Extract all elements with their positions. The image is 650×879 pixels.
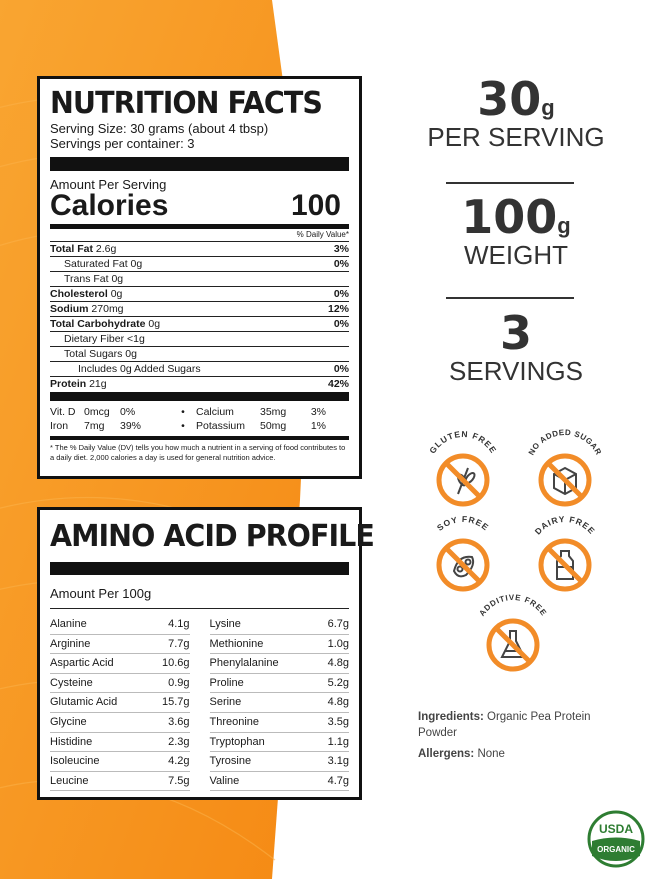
additive-free-badge bbox=[468, 585, 558, 675]
amino-value: 7.7g bbox=[168, 637, 190, 650]
amino-name: Proline bbox=[209, 676, 244, 689]
nutrient-label: Cholesterol bbox=[50, 288, 108, 300]
amino-row bbox=[210, 752, 350, 772]
nutrient-amount: 2.6g bbox=[95, 243, 117, 255]
serving-caption: PER SERVING bbox=[427, 122, 605, 152]
nutrition-facts-title: NUTRITION FACTS bbox=[50, 86, 322, 121]
nutrient-name bbox=[78, 362, 201, 376]
vitamin-label: Vit. D bbox=[50, 406, 76, 418]
nutrient-rows bbox=[50, 242, 349, 392]
amino-name: Phenylalanine bbox=[209, 657, 279, 670]
stat-servings bbox=[406, 306, 626, 387]
nutrient-amount: 0g bbox=[110, 288, 123, 300]
weight-number: 100 bbox=[461, 190, 558, 244]
amino-value: 3.6g bbox=[168, 715, 190, 728]
badge-label: DAIRY FREE bbox=[532, 513, 598, 537]
vitamin-amount: 0mcg bbox=[84, 406, 110, 418]
svg-text:NO ADDED SUGAR bbox=[527, 428, 603, 457]
badge-label: SOY FREE bbox=[434, 513, 492, 533]
amino-value: 0.9g bbox=[168, 676, 190, 689]
bullet-separator: • bbox=[181, 406, 185, 418]
stat-divider-2 bbox=[446, 297, 574, 299]
nutrient-name bbox=[64, 347, 137, 361]
amino-name: Serine bbox=[209, 696, 242, 709]
dairy-free-badge bbox=[520, 505, 610, 595]
amino-value: 2.3g bbox=[168, 735, 190, 748]
amino-value: 7.5g bbox=[168, 774, 190, 787]
amino-value: 15.7g bbox=[161, 696, 190, 709]
soy-free-badge bbox=[418, 505, 508, 595]
amino-column-left bbox=[50, 615, 190, 791]
nutrient-row bbox=[50, 362, 349, 377]
vitamin-dv: 39% bbox=[120, 420, 142, 432]
nutrient-row bbox=[50, 302, 349, 317]
vitamin-row bbox=[50, 419, 349, 433]
amino-row bbox=[210, 635, 350, 655]
amino-row bbox=[210, 654, 350, 674]
amino-value: 4.2g bbox=[168, 755, 190, 768]
nutrient-name bbox=[50, 377, 107, 392]
serving-number: 30 bbox=[477, 72, 542, 126]
nutrient-amount: 0g bbox=[148, 318, 161, 330]
nutrient-amount: 0g bbox=[125, 348, 137, 360]
calories-row bbox=[50, 189, 349, 222]
amino-row bbox=[50, 752, 190, 772]
nutrient-label: Total Carbohydrate bbox=[50, 318, 146, 330]
amino-column-right bbox=[210, 615, 350, 791]
svg-text:GLUTEN FREE bbox=[427, 429, 499, 456]
footnote: * The % Daily Value (DV) tells you how much a nutrient in a serving of food contributes to a daily diet. 2,000 calories a day is used for general nutrition advice. bbox=[50, 443, 346, 462]
nutrient-name bbox=[50, 317, 160, 331]
nutrient-name bbox=[64, 257, 142, 271]
nutrient-row bbox=[50, 287, 349, 302]
amino-value: 1.0g bbox=[327, 637, 349, 650]
amount-per-serving: Amount Per Serving bbox=[50, 177, 167, 192]
mineral-label: Potassium bbox=[196, 420, 246, 432]
amino-row bbox=[210, 615, 350, 635]
allergens-value: None bbox=[477, 748, 505, 760]
amino-acid-panel bbox=[37, 507, 374, 800]
servings-caption: SERVINGS bbox=[449, 356, 583, 386]
amino-row bbox=[50, 635, 190, 655]
bullet-separator: • bbox=[181, 420, 185, 432]
nutrient-dv: 42% bbox=[327, 378, 349, 390]
mineral-amount: 50mg bbox=[260, 420, 287, 432]
vitamin-rows bbox=[50, 405, 349, 433]
amino-value: 4.7g bbox=[327, 774, 349, 787]
weight-caption: WEIGHT bbox=[464, 240, 568, 270]
nutrient-dv: 0% bbox=[333, 288, 349, 300]
amino-name: Isoleucine bbox=[50, 755, 100, 768]
amino-value: 4.8g bbox=[327, 657, 349, 670]
amino-name: Tyrosine bbox=[209, 755, 252, 768]
mineral-amount: 35mg bbox=[260, 406, 287, 418]
badge-label: GLUTEN FREE bbox=[427, 428, 499, 456]
nutrient-dv: 3% bbox=[333, 243, 349, 255]
amino-row bbox=[210, 733, 350, 753]
thick-divider-2 bbox=[50, 392, 349, 401]
amino-name: Lysine bbox=[209, 618, 241, 630]
nutrient-row bbox=[50, 317, 349, 332]
nutrient-amount: 0g bbox=[130, 258, 143, 270]
vitamin-row bbox=[50, 405, 349, 419]
nutrient-label: Saturated Fat bbox=[64, 258, 128, 270]
amino-row bbox=[210, 772, 350, 792]
nutrient-label: Total Sugars bbox=[64, 348, 123, 360]
amino-row bbox=[50, 733, 190, 753]
ingredients-value: Organic Pea Protein Powder bbox=[418, 711, 591, 739]
nutrient-amount: 270mg bbox=[91, 303, 124, 315]
nutrient-label: Protein bbox=[50, 378, 87, 390]
svg-text:SOY FREE bbox=[435, 514, 491, 533]
amino-name: Glycine bbox=[50, 715, 87, 728]
nutrient-row bbox=[50, 377, 349, 392]
amino-name: Aspartic Acid bbox=[50, 657, 114, 670]
vitamin-dv: 0% bbox=[120, 406, 136, 418]
amino-thick-divider bbox=[50, 562, 349, 575]
calories-label: Calories bbox=[50, 189, 169, 222]
amino-value: 5.2g bbox=[327, 676, 349, 689]
amino-value: 4.8g bbox=[327, 696, 349, 709]
allergens-label: Allergens: bbox=[418, 748, 475, 760]
amino-row bbox=[210, 693, 350, 713]
ingredients-label: Ingredients: bbox=[418, 711, 484, 723]
svg-text:DAIRY FREE bbox=[533, 514, 598, 537]
amino-value: 3.5g bbox=[327, 715, 349, 728]
nutrient-row bbox=[50, 272, 349, 287]
svg-text:ADDITIVE FREE bbox=[477, 593, 548, 618]
nutrient-dv: 12% bbox=[327, 303, 349, 315]
mineral-label: Calcium bbox=[196, 406, 234, 418]
amino-name: Histidine bbox=[50, 735, 93, 748]
mineral-dv: 3% bbox=[310, 406, 326, 418]
nutrient-row bbox=[50, 332, 349, 347]
nutrient-label: Sodium bbox=[50, 303, 89, 315]
servings-number: 3 bbox=[499, 306, 532, 360]
no-added-sugar-badge bbox=[520, 420, 610, 510]
nutrient-name bbox=[50, 287, 122, 301]
amino-name: Tryptophan bbox=[209, 735, 265, 748]
nutrient-label: Includes 0g Added Sugars bbox=[78, 363, 201, 375]
amino-row bbox=[210, 674, 350, 694]
amino-row bbox=[50, 654, 190, 674]
amino-amount-label: Amount Per 100g bbox=[50, 586, 349, 609]
seal-line2: ORGANIC bbox=[597, 845, 635, 854]
ingredients bbox=[418, 709, 628, 741]
nutrient-amount: <1g bbox=[127, 333, 145, 345]
vitamin-label: Iron bbox=[50, 420, 69, 432]
amino-value: 1.1g bbox=[327, 735, 349, 748]
amino-name: Cysteine bbox=[50, 676, 93, 689]
nutrient-row bbox=[50, 242, 349, 257]
nutrition-facts-panel bbox=[37, 76, 362, 479]
vitamin-amount: 7mg bbox=[84, 420, 105, 432]
badge-label: ADDITIVE FREE bbox=[477, 592, 549, 618]
amino-row bbox=[50, 615, 190, 635]
amino-grid bbox=[50, 615, 349, 791]
amino-name: Glutamic Acid bbox=[50, 696, 118, 709]
nutrient-dv: 0% bbox=[333, 363, 349, 375]
nutrient-row bbox=[50, 257, 349, 272]
nutrient-label: Dietary Fiber bbox=[64, 333, 125, 345]
amino-name: Leucine bbox=[50, 774, 89, 787]
amino-row bbox=[210, 713, 350, 733]
amino-name: Threonine bbox=[209, 715, 260, 728]
daily-value-header: % Daily Value* bbox=[50, 229, 349, 242]
nutrient-name bbox=[50, 302, 124, 316]
nutrient-name bbox=[64, 332, 145, 346]
nutrient-dv: 0% bbox=[333, 258, 349, 270]
amino-name: Arginine bbox=[50, 637, 91, 650]
servings-per-container: Servings per container: 3 bbox=[50, 136, 195, 151]
badge-label: NO ADDED SUGAR bbox=[526, 427, 604, 457]
calories-value: 100 bbox=[290, 189, 341, 222]
weight-unit: g bbox=[557, 213, 571, 238]
nutrient-label: Total Fat bbox=[50, 243, 93, 255]
amino-row bbox=[50, 713, 190, 733]
amino-value: 4.1g bbox=[168, 618, 190, 630]
amino-row bbox=[50, 772, 190, 792]
medium-divider-2 bbox=[50, 436, 349, 440]
stat-per-serving bbox=[406, 72, 626, 153]
nutrient-label: Trans Fat bbox=[64, 273, 109, 285]
mineral-dv: 1% bbox=[310, 420, 326, 432]
seal-line1: USDA bbox=[598, 822, 634, 836]
serving-unit: g bbox=[541, 95, 555, 120]
gluten-free-badge bbox=[418, 420, 508, 510]
amino-row bbox=[50, 693, 190, 713]
allergens bbox=[418, 748, 505, 760]
thick-divider bbox=[50, 157, 349, 171]
amino-value: 6.7g bbox=[327, 618, 349, 630]
amino-row bbox=[50, 674, 190, 694]
stat-divider-1 bbox=[446, 182, 574, 184]
nutrient-name bbox=[50, 242, 116, 256]
nutrient-dv: 0% bbox=[333, 318, 349, 330]
amino-value: 10.6g bbox=[161, 657, 190, 670]
nutrient-name bbox=[64, 272, 123, 286]
nutrient-amount: 0g bbox=[111, 273, 124, 285]
nutrient-amount: 21g bbox=[89, 378, 107, 390]
amino-name: Methionine bbox=[209, 637, 264, 650]
amino-name: Alanine bbox=[50, 618, 87, 630]
amino-acid-title: AMINO ACID PROFILE bbox=[50, 519, 374, 554]
amino-value: 3.1g bbox=[327, 755, 349, 768]
usda-organic-seal bbox=[587, 810, 645, 868]
serving-size: Serving Size: 30 grams (about 4 tbsp) bbox=[50, 121, 269, 136]
stat-weight bbox=[406, 190, 626, 271]
amino-name: Valine bbox=[209, 774, 240, 787]
nutrient-row bbox=[50, 347, 349, 362]
